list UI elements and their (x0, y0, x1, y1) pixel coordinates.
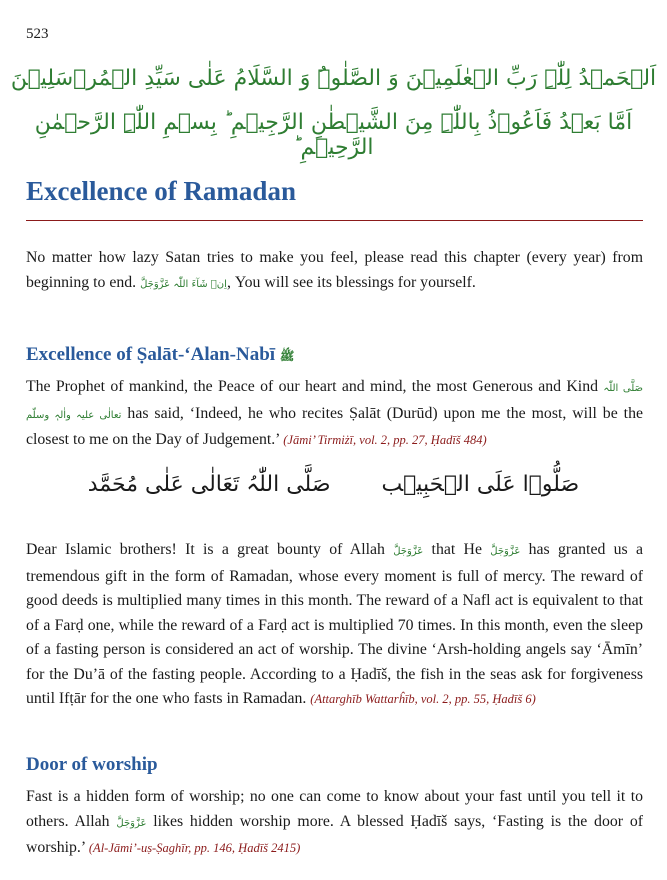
intro-text-1: No matter how lazy Satan tries to make you feel, please read this chapter (every year) from beginning to end. (26, 249, 643, 291)
reference-attarghib: (Attarghīb Wattarĥīb, vol. 2, pp. 55, Ḥadīš 6) (310, 692, 536, 706)
salat-text-1: The Prophet of mankind, the Peace of our heart and mind, the most Generous and Kind (26, 378, 598, 395)
honorific-azza-wa-jal-2: عَزَّوَجَلَّ (490, 546, 521, 557)
arabic-invocation-line-1: اَلۡحَمۡدُ لِلّٰہِ رَبِّ الۡعٰلَمِیۡنَ وَ الصَّلٰوۃُ وَ السَّلَامُ عَلٰی سَیِّدِ الۡمُرۡسَلِیۡنَ (10, 66, 657, 91)
salat-text-2: has said, ‘Indeed, he who recites Ṣalāt (Durūd) upon me the most, will be the closest to me on the Day of Judgement.’ (26, 404, 643, 448)
bounty-text-3: has granted us a tremendous gift in the form of Ramadan, whose every moment is full of mercy. The reward of good deeds is multiplied many times in this month. The reward of a Nafl act is equivalent to that of a Farḍ one, while the reward of a Farḍ act is multiplied 70 times. In this month, even the sleep of a fasting person is considered an act of worship. The divine ‘Arsh-holding angels say ‘Āmīn’ for the Du’ā of the fasting people. According to a Ḥadīš, the fish in the seas ask for forgiveness until Ifṭār for the one who fasts in Ramadan. (26, 541, 643, 707)
section-salat-paragraph (26, 375, 643, 453)
honorific-prophet: ﷺ (279, 349, 295, 363)
door-text-1: Fast is a hidden form of worship; no one can come to know about your fast until you tell it to others. Allah (26, 788, 643, 830)
honorific-salawat: صَلَّی اللّٰہ تعالٰی علیہ واٰلہٖ وسلّم (26, 383, 644, 421)
door-of-worship-paragraph (26, 785, 643, 861)
section-heading-salat-text: Excellence of Ṣalāt-‘Alan-Nabī (26, 344, 276, 365)
durood-right: صَلَّی اللّٰہُ تَعَالٰی عَلٰی مُحَمَّد (87, 472, 331, 497)
honorific-azza-wa-jal-3: عَزَّوَجَلَّ (116, 817, 147, 829)
durood-line (0, 472, 667, 497)
title-divider (26, 220, 643, 221)
section-heading-salat (26, 344, 294, 366)
intro-text-2: , You will see its blessings for yourself. (226, 273, 476, 291)
bounty-text-2: that He (423, 541, 491, 558)
chapter-title: Excellence of Ramadan (26, 176, 296, 206)
door-text-2: likes hidden worship more. A blessed Ḥadīš says, ‘Fasting is the door of worship.’ (26, 812, 643, 856)
page-number: 523 (26, 26, 49, 42)
intro-paragraph (26, 246, 643, 297)
reference-jami-saghir: (Al-Jāmi’-uṣ-Ṣaghīr, pp. 146, Ḥadīš 2415) (88, 841, 301, 855)
bounty-text-1: Dear Islamic brothers! It is a great bounty of Allah (26, 541, 394, 558)
ramadan-bounty-paragraph (26, 538, 643, 712)
durood-left: صَلُّوۡا عَلَی الۡحَبِیۡب (381, 472, 580, 497)
reference-tirmizi: (Jāmi’ Tirmiżī, vol. 2, pp. 27, Ḥadīš 484) (283, 433, 487, 447)
honorific-azza-wa-jal-1: عَزَّوَجَلَّ (393, 546, 424, 557)
section-heading-door-of-worship: Door of worship (26, 754, 158, 775)
honorific-insha-allah: اِنۡ شَآءَ اللّٰہ عَزَّوَجَلَّ (140, 278, 227, 290)
arabic-invocation-line-2: اَمَّا بَعۡدُ فَاَعُوۡذُ بِاللّٰہِ مِنَ الشَّیۡطٰنِ الرَّجِیۡمِ ؕ بِسۡمِ اللّٰہِ الرَّحۡمٰنِ الرَّحِیۡمِ ؕ (34, 110, 633, 160)
